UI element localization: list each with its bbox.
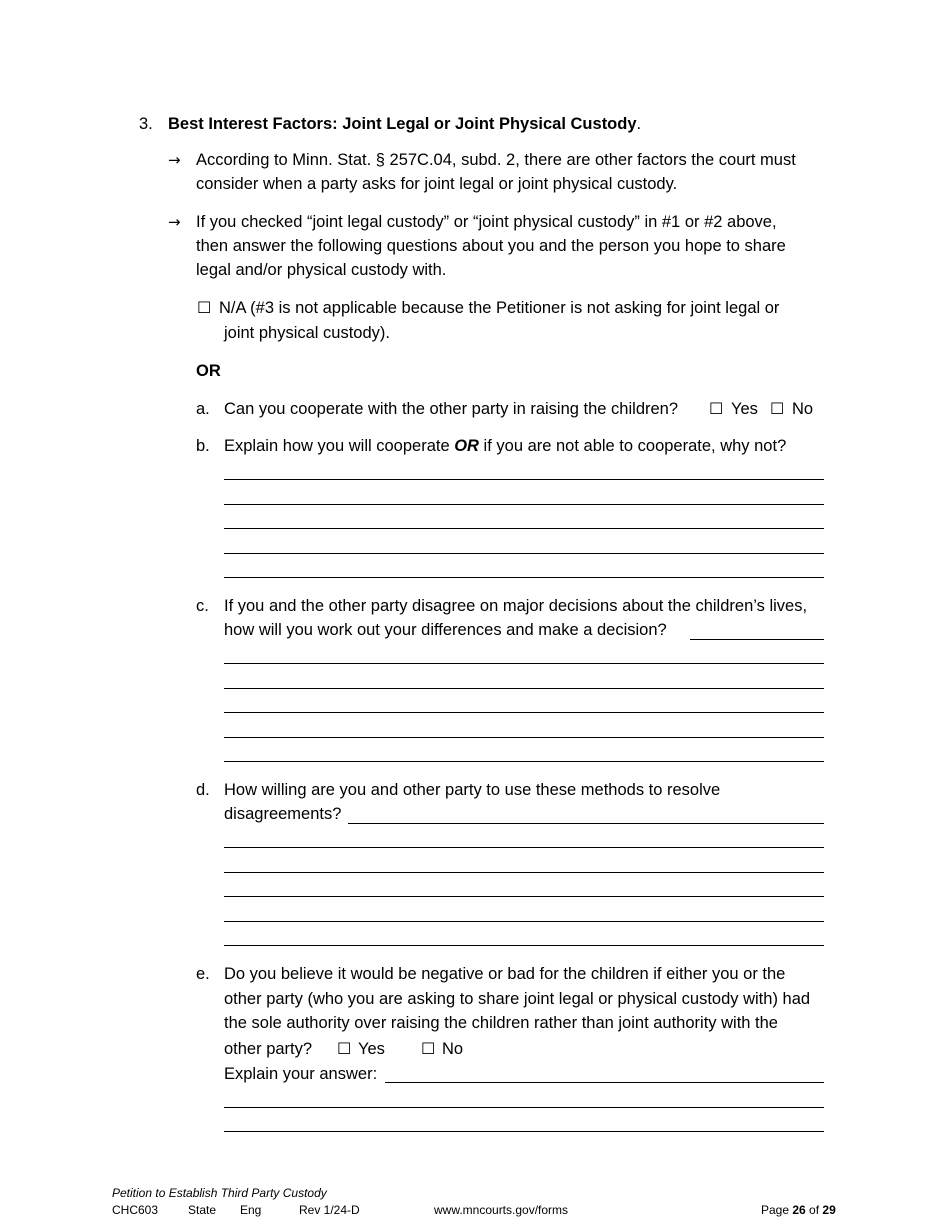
section-title-period: . xyxy=(636,115,642,133)
footer-state: State xyxy=(188,1203,217,1217)
footer-page-number xyxy=(761,1202,836,1218)
question-a-yes-label: Yes xyxy=(731,400,758,418)
question-e-line-2: other party (who you are asking to share joint legal or physical custody with) had xyxy=(224,990,811,1008)
or-label: OR xyxy=(196,362,221,380)
section-title xyxy=(168,112,641,136)
arrow-item-1-line-1: According to Minn. Stat. § 257C.04, subd. 2, there are other factors the court must xyxy=(196,151,796,169)
footer-page-of: of xyxy=(805,1203,823,1217)
arrow-item-1-line-2: consider when a party asks for joint legal or joint physical custody. xyxy=(196,175,678,193)
question-b-emphasis: OR xyxy=(454,437,479,455)
answer-line[interactable] xyxy=(224,737,824,738)
section-title-text: Best Interest Factors: Joint Legal or Joint Physical Custody xyxy=(168,115,637,133)
question-c-letter: c. xyxy=(196,597,209,615)
answer-line[interactable] xyxy=(224,921,824,922)
question-e-line-4: other party? xyxy=(224,1040,313,1058)
question-c-line-1: If you and the other party disagree on major decisions about the children’s lives, xyxy=(224,597,808,615)
answer-line[interactable] xyxy=(224,577,824,578)
question-b-text-after: if you are not able to cooperate, why not? xyxy=(478,437,787,455)
question-b-letter: b. xyxy=(196,437,210,455)
arrow-item-2-line-1: If you checked “joint legal custody” or “joint physical custody” in #1 or #2 above, xyxy=(196,213,777,231)
arrow-item-2-line-2: then answer the following questions about you and the person you hope to share xyxy=(196,237,786,255)
question-e-line-3: the sole authority over raising the children rather than joint authority with the xyxy=(224,1014,778,1032)
question-a-text: Can you cooperate with the other party in raising the children? xyxy=(224,400,679,418)
question-a-letter: a. xyxy=(196,400,210,418)
question-e-line-1: Do you believe it would be negative or bad for the children if either you or the xyxy=(224,965,786,983)
answer-line[interactable] xyxy=(224,528,824,529)
footer-form-code: CHC603 xyxy=(112,1203,159,1217)
answer-line[interactable] xyxy=(224,663,824,664)
question-e-yes-label: Yes xyxy=(358,1040,385,1058)
section-number: 3. xyxy=(139,115,153,133)
answer-line[interactable] xyxy=(224,1107,824,1108)
question-b-text-before: Explain how you will cooperate xyxy=(224,437,455,455)
answer-line[interactable] xyxy=(348,823,824,824)
question-d-line-2: disagreements? xyxy=(224,805,342,823)
answer-line[interactable] xyxy=(690,639,824,640)
question-c-line-2: how will you work out your differences and make a decision? xyxy=(224,621,667,639)
footer-revision: Rev 1/24-D xyxy=(299,1203,360,1217)
question-a-yes-checkbox[interactable]: ☐ xyxy=(709,399,724,418)
answer-line[interactable] xyxy=(224,688,824,689)
question-e-explain-label: Explain your answer: xyxy=(224,1065,378,1083)
question-e-yes-checkbox[interactable]: ☐ xyxy=(337,1039,352,1058)
question-b-text xyxy=(224,434,786,458)
answer-line[interactable] xyxy=(224,504,824,505)
answer-line[interactable] xyxy=(224,761,824,762)
na-line-2: joint physical custody). xyxy=(224,324,390,342)
answer-line[interactable] xyxy=(224,896,824,897)
answer-line[interactable] xyxy=(224,1131,824,1132)
na-line-1: N/A (#3 is not applicable because the Petitioner is not asking for joint legal or xyxy=(219,299,780,317)
question-a-no-checkbox[interactable]: ☐ xyxy=(770,399,785,418)
question-e-no-checkbox[interactable]: ☐ xyxy=(421,1039,436,1058)
arrow-icon: → xyxy=(168,213,181,231)
question-a-no-label: No xyxy=(792,400,814,418)
arrow-icon: → xyxy=(168,151,181,169)
question-d-line-1: How willing are you and other party to use these methods to resolve xyxy=(224,781,721,799)
footer-language: Eng xyxy=(240,1203,262,1217)
answer-line[interactable] xyxy=(224,479,824,480)
answer-line[interactable] xyxy=(224,945,824,946)
question-e-letter: e. xyxy=(196,965,210,983)
question-d-letter: d. xyxy=(196,781,210,799)
footer-page-total: 29 xyxy=(822,1203,836,1217)
answer-line[interactable] xyxy=(224,553,824,554)
footer-form-title: Petition to Establish Third Party Custody xyxy=(112,1186,327,1200)
answer-line[interactable] xyxy=(385,1082,824,1083)
na-checkbox[interactable]: ☐ xyxy=(197,298,212,317)
question-e-no-label: No xyxy=(442,1040,464,1058)
answer-line[interactable] xyxy=(224,847,824,848)
footer-page-current: 26 xyxy=(792,1203,806,1217)
answer-line[interactable] xyxy=(224,872,824,873)
footer-page-prefix: Page xyxy=(761,1203,793,1217)
footer-url[interactable]: www.mncourts.gov/forms xyxy=(434,1203,569,1217)
arrow-item-2-line-3: legal and/or physical custody with. xyxy=(196,261,447,279)
answer-line[interactable] xyxy=(224,712,824,713)
